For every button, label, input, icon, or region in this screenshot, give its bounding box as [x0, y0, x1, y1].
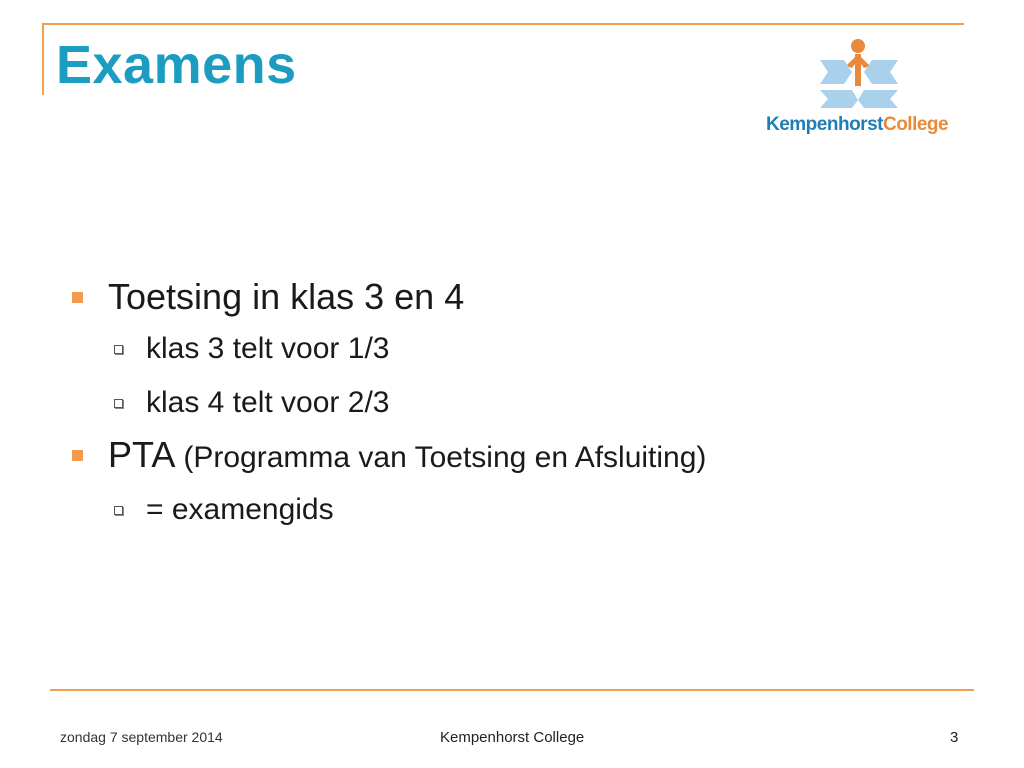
- hollow-square-bullet-icon: [114, 345, 123, 354]
- logo-wordmark: KempenhorstCollege: [766, 114, 949, 135]
- footer-divider: [50, 689, 974, 691]
- slide-title: Examens: [56, 35, 297, 95]
- square-bullet-icon: [72, 450, 83, 461]
- sub-bullet-item: = examengids: [70, 483, 970, 537]
- sub-bullet-item: klas 3 telt voor 1/3: [70, 322, 970, 376]
- square-bullet-icon: [72, 292, 83, 303]
- footer-organization: Kempenhorst College: [440, 729, 585, 746]
- kempenhorst-logo-icon: [814, 38, 910, 110]
- school-logo: [766, 38, 956, 144]
- hollow-square-bullet-icon: [114, 506, 123, 515]
- left-border-line: [42, 23, 44, 95]
- footer-date: zondag 7 september 2014: [60, 729, 223, 745]
- top-border-line: [42, 23, 964, 25]
- bullet-list: [70, 272, 970, 537]
- hollow-square-bullet-icon: [114, 399, 123, 408]
- slide-number: 3: [950, 729, 959, 746]
- bullet-item: PTA (Programma van Toetsing en Afsluiting): [70, 430, 970, 483]
- bullet-item: Toetsing in klas 3 en 4: [70, 272, 970, 322]
- sub-bullet-item: klas 4 telt voor 2/3: [70, 376, 970, 430]
